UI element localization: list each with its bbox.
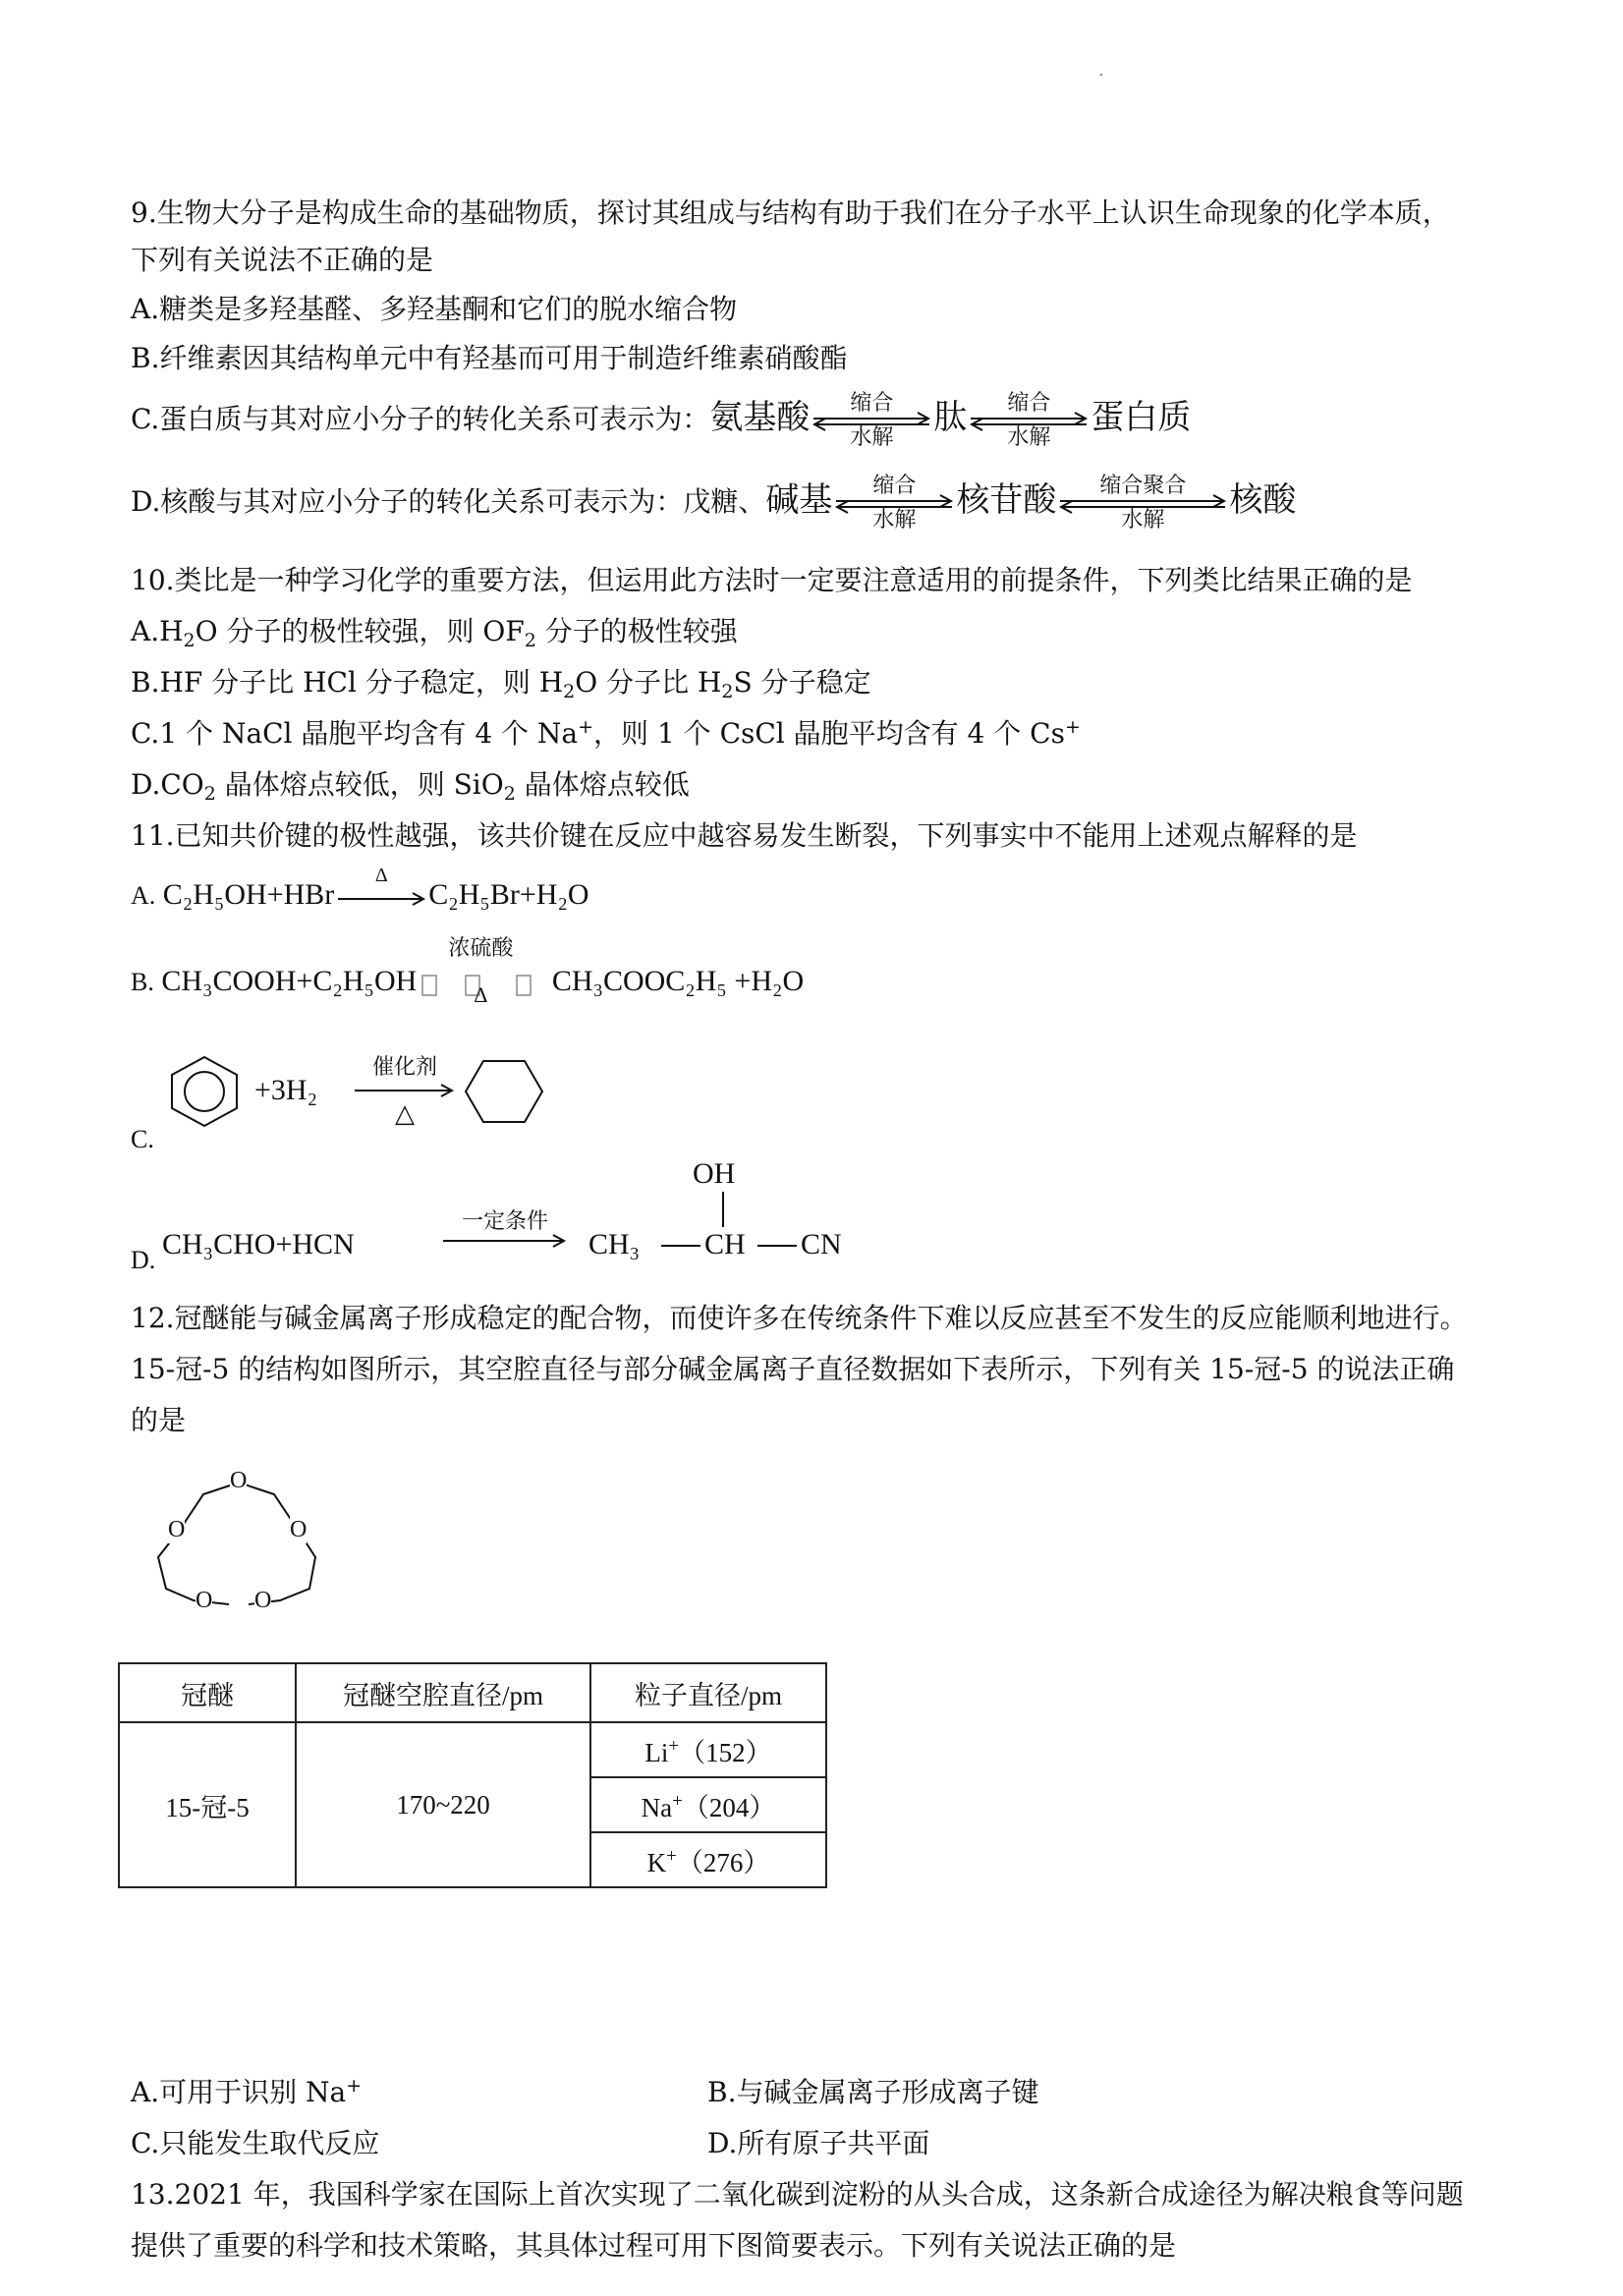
q9-c-peptide: 肽 bbox=[933, 398, 968, 437]
q12-a-text: A.可用于识别 Na bbox=[131, 2076, 347, 2108]
benzene-icon bbox=[160, 1051, 249, 1130]
q11-d-hydroxyl: OH bbox=[693, 1157, 736, 1190]
q10-option-b bbox=[131, 663, 871, 702]
q10-d-text-3: 晶体熔点较低 bbox=[515, 768, 690, 801]
q10-b-sub-1: 2 bbox=[563, 681, 576, 702]
ion-charge: + bbox=[668, 1735, 680, 1757]
q9-d-prefix: D.核酸与其对应小分子的转化关系可表示为：戊糖、 bbox=[131, 485, 766, 518]
q9-d-arrow1-top: 缩合 bbox=[872, 473, 917, 498]
q11-a-reactants: C₂H₅OH+HBr bbox=[162, 878, 335, 911]
q11-d-label: D. bbox=[131, 1246, 156, 1274]
q9-d-arrow2-bottom: 水解 bbox=[1121, 507, 1165, 532]
q9-c-arrow1-top: 缩合 bbox=[850, 390, 894, 416]
table-cell-cavity: 170~220 bbox=[296, 1722, 590, 1887]
ion-symbol: Na bbox=[641, 1792, 673, 1822]
bond-line bbox=[661, 1241, 700, 1251]
q11-c-hydrogen: +3H₂ bbox=[254, 1074, 318, 1106]
q10-a-text-1: A.H bbox=[131, 615, 184, 647]
ion-symbol: K bbox=[646, 1847, 667, 1877]
table-header-row bbox=[119, 1663, 826, 1722]
q11-d-reactants: CH₃CHO+HCN bbox=[162, 1228, 355, 1260]
q12-stem-line1: 12.冠醚能与碱金属离子形成稳定的配合物，而使许多在传统条件下难以反应甚至不发生的反应能顺利地进行。 bbox=[131, 1302, 1468, 1334]
q10-b-sub-2: 2 bbox=[721, 681, 734, 702]
bond-line bbox=[757, 1241, 797, 1251]
crown-oxygen-3: O bbox=[290, 1517, 308, 1542]
q9-d-equilibrium-arrow-2 bbox=[1056, 473, 1229, 532]
q13-stem-line2: 提供了重要的科学和技术策略，其具体过程可用下图简要表示。下列有关说法正确的是 bbox=[131, 2229, 1177, 2262]
q9-stem-line1: 9.生物大分子是构成生命的基础物质，探讨其组成与结构有助于我们在分子水平上认识生命现象的化学本质， bbox=[131, 196, 1450, 229]
q11-c-label: C. bbox=[131, 1125, 154, 1153]
q10-c-text-2: ，则 1 个 CsCl 晶胞平均含有 4 个 Cs bbox=[593, 717, 1065, 750]
q9-c-protein: 蛋白质 bbox=[1091, 398, 1192, 437]
q11-c-condition-bottom: △ bbox=[395, 1099, 415, 1128]
table-cell-crown: 15-冠-5 bbox=[119, 1722, 296, 1887]
q10-b-text-2: O 分子比 H bbox=[575, 666, 722, 699]
q11-a-condition: Δ bbox=[374, 865, 388, 887]
ion-diameter: （276） bbox=[676, 1847, 770, 1877]
q10-stem: 10.类比是一种学习化学的重要方法，但运用此方法时一定要注意适用的前提条件，下列类比结果正确的是 bbox=[131, 564, 1413, 596]
q11-b-condition-top: 浓硫酸 bbox=[448, 935, 514, 961]
q9-c-equilibrium-arrow-2 bbox=[967, 390, 1091, 450]
q11-option-b bbox=[131, 935, 805, 1008]
q13-stem-line1: 13.2021 年，我国科学家在国际上首次实现了二氧化碳到淀粉的从头合成，这条新合成途径为解决粮食等问题 bbox=[131, 2178, 1464, 2211]
q11-a-arrow bbox=[334, 865, 428, 917]
q9-stem-line2: 下列有关说法不正确的是 bbox=[131, 244, 434, 276]
q9-c-arrow1-bottom: 水解 bbox=[850, 424, 894, 450]
q9-option-c bbox=[131, 390, 1192, 450]
q11-d-methyl: CH₃ bbox=[588, 1228, 641, 1260]
q11-option-a bbox=[131, 865, 589, 917]
page-speck bbox=[1100, 74, 1102, 76]
q10-option-a bbox=[131, 612, 738, 651]
q10-a-sub-1: 2 bbox=[183, 630, 196, 651]
q9-c-prefix: C.蛋白质与其对应小分子的转化关系可表示为： bbox=[131, 403, 710, 435]
q10-b-text-1: B.HF 分子比 HCl 分子稳定，则 H bbox=[131, 666, 564, 699]
table-row bbox=[119, 1722, 826, 1777]
ion-diameter: （152） bbox=[679, 1737, 772, 1767]
table-cell-ion-na bbox=[590, 1777, 826, 1832]
q12-option-d: D.所有原子共平面 bbox=[707, 2127, 930, 2159]
reaction-arrow-icon bbox=[334, 877, 428, 917]
table-header-ion: 粒子直径/pm bbox=[590, 1663, 826, 1722]
q11-a-products: C₂H₅Br+H₂O bbox=[428, 878, 589, 911]
crown-oxygen-5: O bbox=[254, 1588, 272, 1613]
q11-b-products: CH₃COOC₂H₅ +H₂O bbox=[551, 965, 805, 997]
q11-d-nitrile: CN bbox=[801, 1228, 842, 1260]
table-cell-ion-k bbox=[590, 1832, 826, 1887]
ion-diameter: （204） bbox=[682, 1792, 776, 1822]
q9-d-equilibrium-arrow-1 bbox=[832, 473, 956, 532]
q11-b-reactants: CH₃COOH+C₂H₅OH bbox=[161, 965, 418, 997]
q11-d-ch: CH bbox=[704, 1228, 746, 1260]
q9-c-arrow2-bottom: 水解 bbox=[1007, 424, 1051, 450]
q10-d-text-2: 晶体熔点较低，则 SiO bbox=[215, 768, 504, 801]
q11-b-label: B. bbox=[131, 968, 154, 996]
q12-option-b: B.与碱金属离子形成离子键 bbox=[707, 2076, 1039, 2108]
q11-b-arrow bbox=[417, 935, 544, 1008]
reaction-arrow-icon bbox=[441, 1231, 569, 1251]
crown-oxygen-1: O bbox=[230, 1468, 248, 1493]
q9-d-arrow2-top: 缩合聚合 bbox=[1099, 473, 1187, 498]
q10-c-sup-1: + bbox=[578, 716, 594, 738]
q9-c-arrow2-top: 缩合 bbox=[1007, 390, 1051, 416]
q12-a-sup: + bbox=[346, 2075, 363, 2097]
q10-b-text-3: S 分子稳定 bbox=[733, 666, 871, 699]
q11-d-condition: 一定条件 bbox=[461, 1208, 548, 1233]
crown-oxygen-4: O bbox=[196, 1588, 213, 1613]
q11-b-condition-bottom: Δ bbox=[474, 982, 488, 1008]
q9-option-a: A.糖类是多羟基醛、多羟基酮和它们的脱水缩合物 bbox=[131, 293, 738, 325]
q11-c-condition-top: 催化剂 bbox=[371, 1054, 437, 1079]
q9-d-base: 碱基 bbox=[765, 480, 833, 520]
table-cell-ion-li bbox=[590, 1722, 826, 1777]
q9-d-nucleotide: 核苷酸 bbox=[956, 480, 1057, 520]
q12-option-a bbox=[131, 2073, 362, 2112]
q10-option-c bbox=[131, 714, 1081, 754]
ion-symbol: Li bbox=[644, 1737, 669, 1767]
q10-c-sup-2: + bbox=[1064, 716, 1081, 738]
q10-c-text-1: C.1 个 NaCl 晶胞平均含有 4 个 Na bbox=[131, 717, 579, 750]
q11-stem: 11.已知共价键的极性越强，该共价键在反应中越容易发生断裂，下列事实中不能用上述观点解释的是 bbox=[131, 819, 1358, 852]
q10-a-text-2: O 分子的极性较强，则 OF bbox=[195, 615, 525, 647]
crown-oxygen-2: O bbox=[168, 1517, 186, 1542]
q9-d-arrow1-bottom: 水解 bbox=[872, 507, 917, 532]
q9-c-amino-acid: 氨基酸 bbox=[709, 398, 811, 437]
q9-option-b: B.纤维素因其结构单元中有羟基而可用于制造纤维素硝酸酯 bbox=[131, 342, 848, 374]
q10-option-d bbox=[131, 765, 690, 805]
q10-d-sub-1: 2 bbox=[203, 783, 216, 805]
q9-d-nucleic-acid: 核酸 bbox=[1229, 480, 1297, 520]
q11-a-label: A. bbox=[131, 881, 156, 910]
ion-charge: + bbox=[666, 1845, 677, 1867]
crown-ether-table bbox=[118, 1662, 827, 1888]
q10-d-sub-2: 2 bbox=[503, 783, 516, 805]
q9-c-equilibrium-arrow-1 bbox=[810, 390, 933, 450]
table-header-cavity: 冠醚空腔直径/pm bbox=[296, 1663, 590, 1722]
q10-a-text-3: 分子的极性较强 bbox=[535, 615, 738, 647]
ion-charge: + bbox=[672, 1790, 683, 1812]
table-header-crown: 冠醚 bbox=[119, 1663, 296, 1722]
crown-ether-structure bbox=[131, 1459, 347, 1626]
q10-d-text-1: D.CO bbox=[131, 768, 204, 801]
cyclohexane-icon bbox=[460, 1051, 548, 1130]
q12-stem-line2: 15-冠-5 的结构如图所示，其空腔直径与部分碱金属离子直径数据如下表所示，下列有关 15-冠-5 的说法正确 bbox=[131, 1353, 1455, 1385]
q12-stem-line3: 的是 bbox=[131, 1404, 187, 1436]
q12-option-c: C.只能发生取代反应 bbox=[131, 2127, 380, 2159]
q10-a-sub-2: 2 bbox=[524, 630, 536, 651]
bond-line bbox=[718, 1192, 728, 1227]
q9-option-d bbox=[131, 473, 1297, 532]
